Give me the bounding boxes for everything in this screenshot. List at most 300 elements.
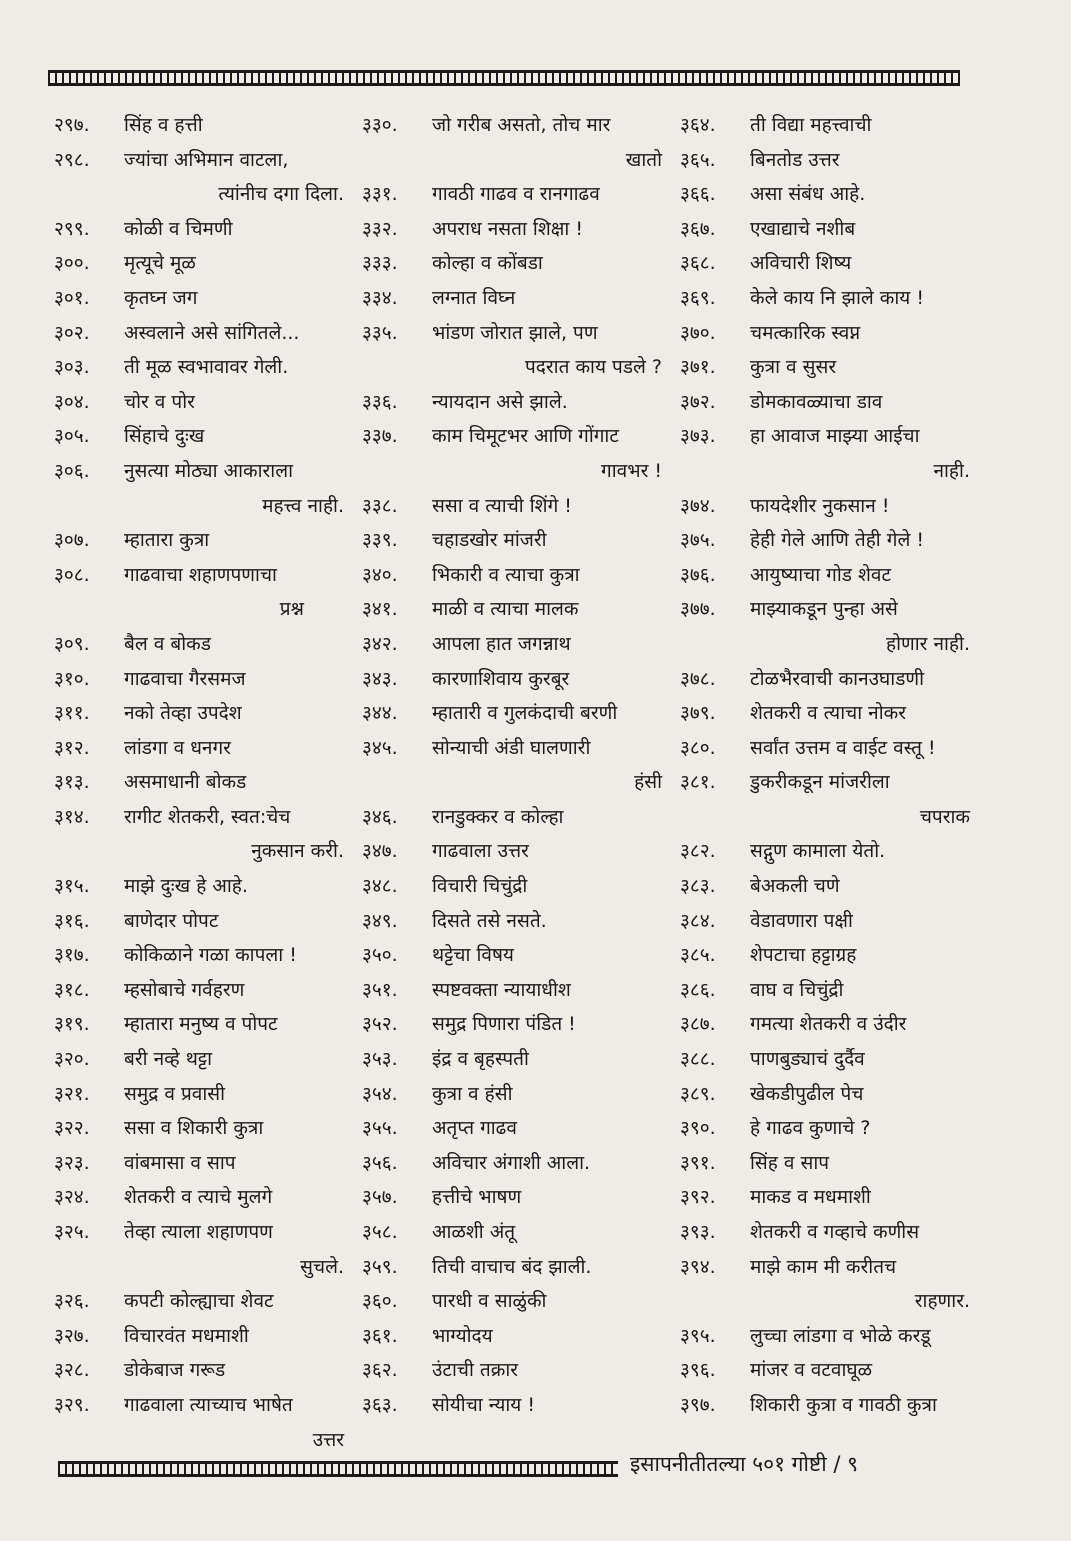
contents-entry [362, 800, 662, 835]
entry-number: ३५४. [362, 1082, 398, 1105]
entry-title: कुत्रा व हंसी [432, 1082, 513, 1105]
contents-entry [362, 869, 662, 904]
entry-number: ३०४. [54, 390, 90, 413]
entry-number: ३३९. [362, 529, 398, 552]
entry-number: ३०६. [54, 459, 90, 482]
entry-title: खातो [625, 148, 662, 171]
contents-entry [680, 246, 970, 281]
contents-entry [680, 350, 970, 385]
contents-entry [362, 385, 662, 420]
contents-entry [680, 1388, 970, 1423]
contents-entry [680, 1007, 970, 1042]
entry-title: चहाडखोर मांजरी [432, 529, 547, 552]
contents-entry [54, 454, 344, 489]
contents-entry [54, 108, 344, 143]
entry-number: ३१३. [54, 771, 90, 794]
entry-title: थट्टेचा विषय [432, 944, 514, 967]
contents-entry [680, 1353, 970, 1388]
entry-title: जो गरीब असतो, तोच मार [432, 114, 611, 136]
entry-title: खेकडीपुढील पेच [750, 1082, 864, 1105]
contents-entry [680, 1077, 970, 1112]
entry-title: कुत्रा व सुसर [750, 356, 837, 379]
contents-entry [362, 696, 662, 731]
contents-entry [54, 212, 344, 247]
entry-title: विचारी चिचुंद्री [432, 875, 528, 898]
entry-title: गावभर ! [601, 459, 662, 482]
contents-entry-continuation [54, 489, 344, 524]
entry-title: उंटाची तक्रार [432, 1359, 519, 1382]
entry-title: कारणाशिवाय कुरबूर [432, 667, 570, 690]
entry-title: मांजर व वटवाघूळ [750, 1359, 873, 1382]
contents-entry-continuation [680, 627, 970, 662]
contents-entry [680, 1111, 970, 1146]
contents-entry [680, 385, 970, 420]
contents-entry [54, 1111, 344, 1146]
entry-number: ३००. [54, 252, 90, 275]
entry-title: महत्त्व नाही. [262, 494, 344, 517]
contents-entry [54, 385, 344, 420]
contents-entry [54, 731, 344, 766]
contents-entry [54, 316, 344, 351]
contents-entry [680, 1215, 970, 1250]
entry-title: बेअकली चणे [750, 875, 840, 898]
entry-number: ३१७. [54, 944, 90, 967]
entry-title: भिकारी व त्याचा कुत्रा [432, 563, 580, 586]
entry-title: ती विद्या महत्त्वाची [750, 114, 872, 136]
contents-entry-continuation [362, 143, 662, 178]
entry-title: पारधी व साळुंकी [432, 1290, 547, 1313]
entry-number: ३८९. [680, 1082, 716, 1105]
entry-title: रागीट शेतकरी, स्वत:चेच [124, 805, 291, 828]
entry-number: ३८७. [680, 1013, 716, 1036]
entry-title: असमाधानी बोकड [124, 771, 247, 794]
entry-number: ३९६. [680, 1359, 716, 1382]
entry-number: ३१२. [54, 736, 90, 759]
contents-entry [362, 1284, 662, 1319]
entry-number: ३९७. [680, 1393, 716, 1416]
entry-number: ३५२. [362, 1013, 398, 1036]
entry-title: आळशी अंतू [432, 1221, 516, 1243]
entry-number: ३९३. [680, 1221, 716, 1243]
entry-number: ३९१. [680, 1151, 716, 1174]
entry-title: म्हातारी व गुलकंदाची बरणी [432, 702, 618, 725]
contents-entry [362, 558, 662, 593]
entry-title: माळी व त्याचा मालक [432, 598, 579, 621]
entry-title: गावठी गाढव व रानगाढव [432, 183, 600, 206]
contents-entry [680, 523, 970, 558]
entry-title: सर्वांत उत्तम व वाईट वस्तू ! [750, 736, 936, 759]
contents-entry [680, 1180, 970, 1215]
contents-entry-continuation [362, 765, 662, 800]
entry-number: ३८०. [680, 736, 716, 759]
entry-number: ३६६. [680, 183, 716, 206]
entry-title: सिंह व हत्ती [124, 114, 203, 136]
entry-title: कृतघ्न जग [124, 286, 198, 309]
entry-title: कोळी व चिमणी [124, 217, 233, 240]
entry-title: भांडण जोरात झाले, पण [432, 321, 598, 344]
entry-number: ३२३. [54, 1151, 90, 1174]
entry-number: २९८. [54, 148, 90, 171]
entry-title: सोन्याची अंडी घालणारी [432, 736, 591, 759]
contents-entry [362, 1180, 662, 1215]
contents-entry [362, 1111, 662, 1146]
entry-title: अविचारी शिष्य [750, 252, 852, 275]
entry-number: ३२८. [54, 1359, 90, 1382]
contents-entry [680, 558, 970, 593]
entry-number: ३१८. [54, 978, 90, 1001]
entry-number: ३०१. [54, 286, 90, 309]
entry-number: ३०७. [54, 529, 90, 552]
entry-number: ३५७. [362, 1186, 398, 1209]
contents-column-2 [362, 108, 662, 1423]
entry-number: ३२७. [54, 1324, 90, 1347]
entry-title: न्यायदान असे झाले. [432, 390, 568, 413]
entry-number: ३२९. [54, 1393, 90, 1416]
contents-entry [362, 662, 662, 697]
entry-title: माझे दुःख हे आहे. [124, 875, 248, 898]
entry-number: ३३७. [362, 425, 398, 448]
contents-entry [362, 1319, 662, 1354]
contents-entry [54, 1146, 344, 1181]
entry-number: २९९. [54, 217, 90, 240]
entry-title: ससा व शिकारी कुत्रा [124, 1117, 264, 1140]
entry-title: गमत्या शेतकरी व उंदीर [750, 1013, 907, 1036]
contents-entry [680, 765, 970, 800]
entry-title: नको तेव्हा उपदेश [124, 702, 242, 725]
contents-entry [680, 177, 970, 212]
entry-number: ३३०. [362, 114, 398, 136]
entry-title: वेडावणारा पक्षी [750, 909, 853, 932]
entry-title: राहणार. [914, 1290, 970, 1313]
contents-entry [54, 1077, 344, 1112]
contents-entry [362, 281, 662, 316]
entry-number: ३४२. [362, 632, 398, 655]
contents-entry [54, 904, 344, 939]
contents-column-1 [54, 108, 344, 1457]
entry-number: ३६२. [362, 1359, 398, 1382]
entry-number: ३०८. [54, 563, 90, 586]
entry-number: ३५६. [362, 1151, 398, 1174]
entry-title: कोल्हा व कोंबडा [432, 252, 543, 275]
entry-title: केले काय नि झाले काय ! [750, 286, 924, 309]
entry-number: ३६५. [680, 148, 716, 171]
entry-number: ३३२. [362, 217, 398, 240]
contents-entry [54, 627, 344, 662]
contents-entry [680, 834, 970, 869]
entry-number: ३८३. [680, 875, 716, 898]
entry-number: ३४६. [362, 805, 398, 828]
entry-title: सुचले. [300, 1255, 344, 1278]
entry-number: ३०३. [54, 356, 90, 379]
entry-number: ३४१. [362, 598, 398, 621]
contents-entry-continuation [54, 592, 344, 627]
entry-number: ३८८. [680, 1048, 716, 1071]
entry-number: ३३५. [362, 321, 398, 344]
contents-entry [362, 177, 662, 212]
contents-entry [680, 108, 970, 143]
entry-title: आयुष्याचा गोड शेवट [750, 563, 892, 586]
entry-title: फायदेशीर नुकसान ! [750, 494, 890, 517]
entry-title: गाढवाचा गैरसमज [124, 667, 246, 690]
entry-title: सोयीचा न्याय ! [432, 1393, 535, 1416]
entry-number: ३४७. [362, 840, 398, 863]
entry-number: ३७०. [680, 321, 716, 344]
contents-entry [54, 523, 344, 558]
entry-number: ३०२. [54, 321, 90, 344]
contents-entry [362, 1007, 662, 1042]
entry-title: हा आवाज माझ्या आईचा [750, 425, 920, 448]
contents-entry-continuation [680, 1284, 970, 1319]
contents-entry [362, 731, 662, 766]
contents-entry [362, 904, 662, 939]
entry-title: हेही गेले आणि तेही गेले ! [750, 529, 924, 552]
contents-entry [680, 869, 970, 904]
entry-number: ३१५. [54, 875, 90, 898]
entry-number: ३७६. [680, 563, 716, 586]
contents-entry [362, 1077, 662, 1112]
contents-entry [54, 246, 344, 281]
contents-entry [680, 592, 970, 627]
entry-title: म्हसोबाचे गर्वहरण [124, 978, 245, 1001]
entry-title: रानडुक्कर व कोल्हा [432, 805, 564, 828]
entry-number: ३७१. [680, 356, 716, 379]
entry-title: शेतकरी व त्याचे मुलगे [124, 1186, 273, 1209]
contents-entry [54, 1180, 344, 1215]
page-footer: इसापनीतीतल्या ५०१ गोष्टी / ९ [630, 1452, 858, 1476]
entry-number: ३२२. [54, 1117, 90, 1140]
contents-column-3 [680, 108, 970, 1423]
entry-title: बाणेदार पोपट [124, 909, 219, 932]
entry-title: इंद्र व बृहस्पती [432, 1048, 529, 1071]
contents-entry [54, 938, 344, 973]
entry-number: ३४३. [362, 667, 398, 690]
contents-entry-continuation [54, 834, 344, 869]
entry-title: हत्तीचे भाषण [432, 1186, 522, 1209]
contents-entry [680, 662, 970, 697]
contents-entry [54, 419, 344, 454]
entry-number: ३४९. [362, 909, 398, 932]
entry-title: ससा व त्याची शिंगे ! [432, 494, 572, 517]
entry-title: दिसते तसे नसते. [432, 909, 547, 932]
entry-number: ३७५. [680, 529, 716, 552]
contents-entry [54, 1284, 344, 1319]
contents-entry [362, 1042, 662, 1077]
entry-title: नुसत्या मोठ्या आकाराला [124, 459, 294, 482]
contents-entry [680, 143, 970, 178]
entry-number: २९७. [54, 114, 90, 136]
contents-entry [362, 592, 662, 627]
entry-number: ३७३. [680, 425, 716, 448]
entry-title: होणार नाही. [886, 632, 970, 655]
contents-entry [362, 316, 662, 351]
contents-entry [362, 834, 662, 869]
entry-title: भाग्योदय [432, 1324, 493, 1347]
contents-entry [54, 143, 344, 178]
entry-title: अपराध नसता शिक्षा ! [432, 217, 583, 240]
contents-entry [54, 800, 344, 835]
entry-title: स्पष्टवक्ता न्यायाधीश [432, 978, 571, 1001]
bottom-ornamental-border [58, 1461, 618, 1477]
entry-number: ३६७. [680, 217, 716, 240]
contents-entry [680, 281, 970, 316]
contents-entry [54, 1353, 344, 1388]
entry-title: लग्नात विघ्न [432, 286, 516, 309]
contents-entry [362, 627, 662, 662]
contents-entry [362, 419, 662, 454]
entry-title: उत्तर [312, 1428, 344, 1451]
entry-title: सिंहाचे दुःख [124, 425, 205, 448]
entry-title: ज्यांचा अभिमान वाटला, [124, 148, 289, 171]
contents-entry [680, 696, 970, 731]
entry-number: ३५१. [362, 978, 398, 1001]
entry-title: ती मूळ स्वभावावर गेली. [124, 356, 289, 379]
contents-entry [680, 316, 970, 351]
entry-title: माझ्याकडून पुन्हा असे [750, 598, 898, 621]
entry-title: सद्गुण कामाला येतो. [750, 840, 886, 863]
contents-entry [680, 938, 970, 973]
entry-number: ३१९. [54, 1013, 90, 1036]
entry-title: डोकेबाज गरूड [124, 1359, 226, 1382]
entry-title: पदरात काय पडले ? [525, 356, 662, 379]
entry-title: चपराक [919, 805, 970, 828]
contents-entry [54, 765, 344, 800]
contents-entry [54, 350, 344, 385]
entry-number: ३९४. [680, 1255, 716, 1278]
entry-title: अविचार अंगाशी आला. [432, 1151, 591, 1174]
contents-entry [54, 696, 344, 731]
entry-number: ३२१. [54, 1082, 90, 1105]
contents-entry [54, 662, 344, 697]
contents-entry [54, 558, 344, 593]
entry-title: शिकारी कुत्रा व गावठी कुत्रा [750, 1393, 937, 1416]
contents-entry [362, 973, 662, 1008]
entry-number: ३४४. [362, 702, 398, 725]
contents-entry [362, 1250, 662, 1285]
entry-title: अतृप्त गाढव [432, 1117, 517, 1140]
entry-title: शेतकरी व गव्हाचे कणीस [750, 1221, 920, 1243]
entry-number: ३२४. [54, 1186, 90, 1209]
entry-number: ३७२. [680, 390, 716, 413]
entry-title: गाढवाला उत्तर [432, 840, 529, 863]
entry-number: ३६९. [680, 286, 716, 309]
entry-number: ३४५. [362, 736, 398, 759]
contents-entry [680, 1319, 970, 1354]
entry-title: लांडगा व धनगर [124, 736, 231, 759]
contents-entry-continuation [54, 177, 344, 212]
entry-number: ३२५. [54, 1221, 90, 1243]
entry-title: म्हातारा कुत्रा [124, 529, 210, 552]
contents-entry [362, 212, 662, 247]
entry-title: मृत्यूचे मूळ [124, 252, 196, 275]
entry-title: अस्वलाने असे सांगितले... [124, 321, 300, 344]
entry-title: वाघ व चिचुंद्री [750, 978, 844, 1001]
entry-number: ३८६. [680, 978, 716, 1001]
contents-entry-continuation [680, 454, 970, 489]
entry-number: ३८४. [680, 909, 716, 932]
entry-title: नुकसान करी. [251, 840, 344, 863]
contents-entry [54, 1007, 344, 1042]
entry-title: तेव्हा त्याला शहाणपण [124, 1221, 273, 1243]
contents-entry [54, 1319, 344, 1354]
entry-number: ३७७. [680, 598, 716, 621]
entry-number: ३७८. [680, 667, 716, 690]
contents-entry [680, 973, 970, 1008]
entry-number: ३१६. [54, 909, 90, 932]
contents-entry [54, 973, 344, 1008]
entry-title: वांबमासा व साप [124, 1151, 236, 1174]
entry-title: टोळभैरवाची कानउघाडणी [750, 667, 925, 690]
contents-entry [680, 904, 970, 939]
entry-title: गाढवाला त्याच्याच भाषेत [124, 1393, 293, 1416]
entry-title: म्हातारा मनुष्य व पोपट [124, 1013, 278, 1036]
contents-entry-continuation [362, 350, 662, 385]
entry-title: बिनतोड उत्तर [750, 148, 840, 171]
entry-number: ३४०. [362, 563, 398, 586]
entry-number: ३७९. [680, 702, 716, 725]
entry-title: हे गाढव कुणाचे ? [750, 1117, 871, 1140]
entry-number: ३५३. [362, 1048, 398, 1071]
entry-title: माकड व मधमाशी [750, 1186, 871, 1209]
entry-number: ३९५. [680, 1324, 716, 1347]
entry-title: तिची वाचाच बंद झाली. [432, 1255, 592, 1278]
entry-number: ३५५. [362, 1117, 398, 1140]
contents-entry-continuation [54, 1250, 344, 1285]
entry-number: ३९०. [680, 1117, 716, 1140]
entry-number: ३५९. [362, 1255, 398, 1278]
entry-number: ३३४. [362, 286, 398, 309]
entry-number: ३८१. [680, 771, 716, 794]
entry-number: ३०५. [54, 425, 90, 448]
entry-title: नाही. [933, 459, 970, 482]
entry-number: ३२६. [54, 1290, 90, 1313]
entry-number: ३७४. [680, 494, 716, 517]
entry-number: ३६४. [680, 114, 716, 136]
contents-entry [362, 523, 662, 558]
entry-title: शेपटाचा हट्टाग्रह [750, 944, 857, 967]
entry-title: काम चिमूटभर आणि गोंगाट [432, 425, 619, 448]
contents-entry [362, 489, 662, 524]
entry-title: चमत्कारिक स्वप्न [750, 321, 861, 344]
entry-title: गाढवाचा शहाणपणाचा [124, 563, 277, 586]
entry-title: सिंह व साप [750, 1151, 830, 1174]
contents-entry [362, 108, 662, 143]
entry-number: ३६३. [362, 1393, 398, 1416]
entry-title: समुद्र व प्रवासी [124, 1082, 225, 1105]
contents-entry [362, 1388, 662, 1423]
entry-number: ३११. [54, 702, 90, 725]
entry-title: हंसी [634, 771, 662, 794]
entry-title: प्रश्न [279, 598, 304, 621]
entry-number: ३६०. [362, 1290, 398, 1313]
contents-entry [362, 1146, 662, 1181]
entry-title: बरी नव्हे थट्टा [124, 1048, 213, 1071]
contents-entry [362, 1353, 662, 1388]
entry-title: बैल व बोकड [124, 632, 211, 655]
contents-entry [680, 1250, 970, 1285]
entry-title: चोर व पोर [124, 390, 195, 413]
entry-number: ३३६. [362, 390, 398, 413]
entry-title: माझे काम मी करीतच [750, 1255, 897, 1278]
entry-number: ३०९. [54, 632, 90, 655]
entry-number: ३४८. [362, 875, 398, 898]
contents-entry [680, 1042, 970, 1077]
contents-entry [362, 246, 662, 281]
contents-entry [362, 938, 662, 973]
entry-number: ३६१. [362, 1324, 398, 1347]
contents-entry [54, 869, 344, 904]
entry-title: एखाद्याचे नशीब [750, 217, 856, 240]
entry-title: त्यांनीच दगा दिला. [218, 183, 344, 206]
